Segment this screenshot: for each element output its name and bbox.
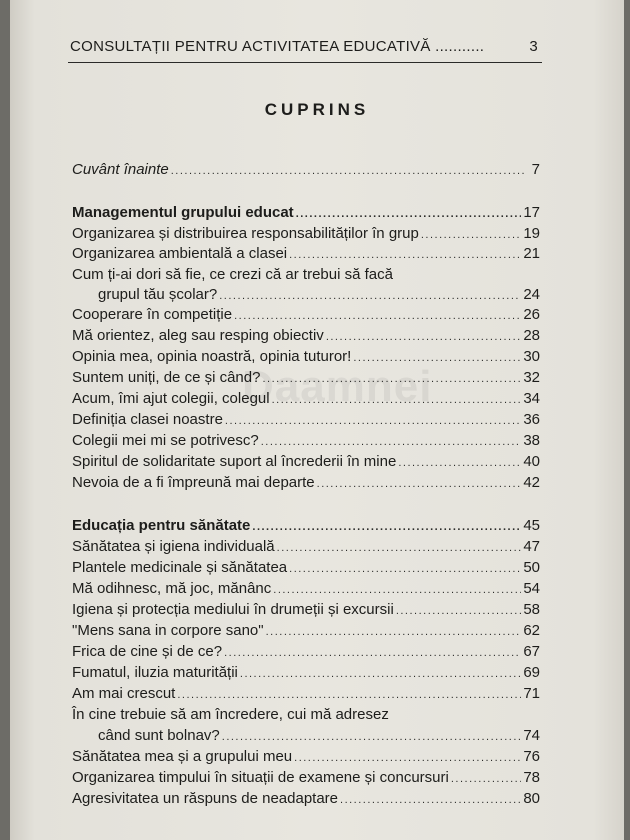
dot-leader — [353, 348, 521, 368]
dot-leader — [277, 538, 522, 558]
entry-title: Opinia mea, opinia noastră, opinia tuturor! — [72, 348, 352, 365]
entry-page: 28 — [523, 327, 540, 344]
toc-title: CUPRINS — [264, 100, 370, 119]
watermark: Daamnei — [242, 362, 433, 411]
toc-entry — [72, 305, 540, 325]
toc-entry — [72, 621, 540, 641]
entry-title-line1: Cum ți-ai dori să fie, ce crezi că ar trebui să facă — [72, 266, 393, 283]
dot-leader — [289, 245, 521, 265]
header-rule — [68, 62, 542, 63]
entry-page: 54 — [523, 580, 540, 597]
toc-entry — [72, 768, 540, 788]
entry-page: 42 — [523, 474, 540, 491]
toc-entry — [72, 684, 540, 704]
toc-entry — [72, 789, 540, 809]
dot-leader — [317, 474, 522, 494]
entry-page: 67 — [523, 643, 540, 660]
dot-leader — [261, 432, 522, 452]
entry-page: 26 — [523, 306, 540, 323]
dot-leader — [177, 685, 521, 705]
toc-entry — [72, 224, 540, 244]
entry-page: 74 — [523, 727, 540, 744]
entry-title-line1: În cine trebuie să am încredere, cui mă adresez — [72, 706, 389, 723]
entry-page: 24 — [523, 286, 540, 303]
entry-page: 45 — [523, 517, 540, 534]
entry-title: Plantele medicinale și sănătatea — [72, 559, 288, 576]
toc-entry — [72, 473, 540, 493]
entry-title: Sănătatea și igiena individuală — [72, 538, 275, 555]
dot-leader — [398, 453, 521, 473]
dot-leader — [421, 225, 521, 245]
entry-page: 19 — [523, 225, 540, 242]
entry-page: 69 — [523, 664, 540, 681]
running-title: CONSULTAȚII PENTRU ACTIVITATEA EDUCATIVĂ ........... — [70, 38, 485, 55]
entry-page: 34 — [523, 390, 540, 407]
entry-page: 78 — [523, 769, 540, 786]
entry-title: "Mens sana in corpore sano" — [72, 622, 264, 639]
entry-title: Organizarea timpului în situații de examene și concursuri — [72, 769, 449, 786]
page-number: 3 — [529, 38, 538, 55]
dot-leader — [451, 769, 521, 789]
entry-page: 30 — [523, 348, 540, 365]
entry-title: Organizarea și distribuirea responsabilităților în grup — [72, 225, 419, 242]
entry-page: 50 — [523, 559, 540, 576]
toc-entry — [72, 537, 540, 557]
entry-title: Am mai crescut — [72, 685, 176, 702]
dot-leader — [171, 161, 524, 181]
toc-entry — [72, 579, 540, 599]
entry-page: 17 — [523, 204, 540, 221]
toc-entry — [72, 389, 540, 409]
entry-page: 7 — [531, 161, 540, 178]
dot-leader — [240, 664, 521, 684]
dot-leader — [234, 306, 521, 326]
toc-entry — [72, 368, 540, 388]
toc-entry — [72, 452, 540, 472]
entry-page: 36 — [523, 411, 540, 428]
entry-page: 62 — [523, 622, 540, 639]
toc-section-heading — [72, 516, 540, 536]
toc-entry — [72, 642, 540, 662]
entry-title: Cooperare în competiție — [72, 306, 233, 323]
entry-page: 38 — [523, 432, 540, 449]
toc-entry — [72, 244, 540, 264]
entry-title: Suntem uniți, de ce și când? — [72, 369, 261, 386]
entry-title: Managementul grupului educat — [72, 204, 294, 221]
toc-entry — [72, 726, 540, 746]
entry-title: când sunt bolnav? — [98, 727, 220, 744]
entry-title: Mă orientez, aleg sau resping obiectiv — [72, 327, 324, 344]
entry-title: Frica de cine și de ce? — [72, 643, 223, 660]
dot-leader — [289, 559, 521, 579]
dot-leader — [340, 790, 521, 810]
dot-leader — [224, 643, 521, 663]
entry-title: Cuvânt înainte — [72, 161, 169, 178]
toc-entry — [72, 600, 540, 620]
dot-leader — [252, 517, 521, 537]
entry-title: Mă odihnesc, mă joc, mănânc — [72, 580, 272, 597]
dot-leader — [326, 327, 522, 347]
entry-page: 58 — [523, 601, 540, 618]
entry-title: Organizarea ambientală a clasei — [72, 245, 288, 262]
entry-page: 80 — [523, 790, 540, 807]
entry-title: Fumatul, iluzia maturității — [72, 664, 238, 681]
toc-entry — [72, 160, 540, 180]
toc-entry — [72, 410, 540, 430]
toc-section-heading — [72, 203, 540, 223]
dot-leader — [262, 369, 521, 389]
dot-leader — [294, 748, 521, 768]
dot-leader — [266, 622, 522, 642]
entry-title: Sănătatea mea și a grupului meu — [72, 748, 293, 765]
entry-page: 47 — [523, 538, 540, 555]
entry-page: 71 — [523, 685, 540, 702]
entry-title: Acum, îmi ajut colegii, colegul — [72, 390, 270, 407]
dot-leader — [222, 727, 522, 747]
entry-title: Definiția clasei noastre — [72, 411, 223, 428]
toc-entry — [72, 663, 540, 683]
entry-page: 76 — [523, 748, 540, 765]
entry-page: 21 — [523, 245, 540, 262]
entry-title: Colegii mei mi se potrivesc? — [72, 432, 259, 449]
entry-title: Educația pentru sănătate — [72, 517, 251, 534]
toc-entry — [72, 747, 540, 767]
entry-page: 32 — [523, 369, 540, 386]
dot-leader — [296, 204, 522, 224]
dot-leader — [219, 286, 521, 306]
running-header — [70, 38, 550, 55]
entry-title: grupul tău școlar? — [98, 286, 218, 303]
toc-entry — [72, 326, 540, 346]
toc-entry — [72, 347, 540, 367]
entry-title: Nevoia de a fi împreună mai departe — [72, 474, 315, 491]
toc-entry — [72, 285, 540, 305]
dot-leader — [225, 411, 521, 431]
entry-title: Agresivitatea un răspuns de neadaptare — [72, 790, 339, 807]
entry-page: 40 — [523, 453, 540, 470]
book-page — [10, 0, 624, 840]
dot-leader — [396, 601, 522, 621]
dot-leader — [272, 390, 522, 410]
toc-entry — [72, 558, 540, 578]
entry-title: Igiena și protecția mediului în drumeții și excursii — [72, 601, 394, 618]
entry-title: Spiritul de solidaritate suport al încrederii în mine — [72, 453, 397, 470]
toc-entry — [72, 431, 540, 451]
dot-leader — [273, 580, 521, 600]
